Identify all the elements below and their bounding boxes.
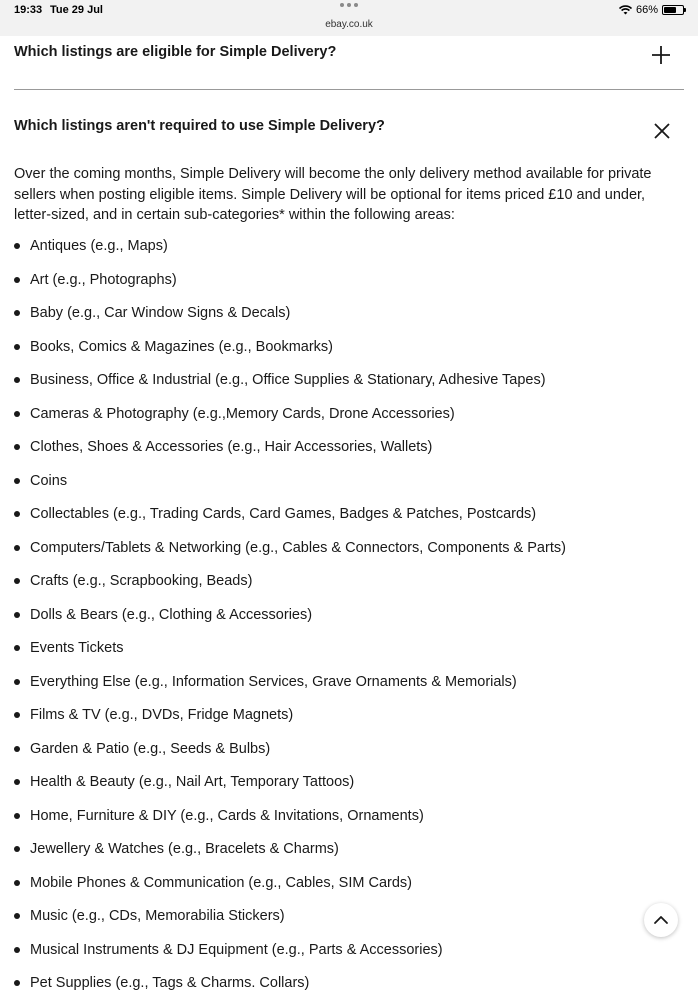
list-item: Art (e.g., Photographs) — [14, 270, 684, 304]
battery-icon — [662, 5, 684, 15]
status-bar — [0, 0, 698, 36]
list-item: Health & Beauty (e.g., Nail Art, Temporary Tattoos) — [14, 772, 684, 806]
list-item: Jewellery & Watches (e.g., Bracelets & Charms) — [14, 839, 684, 873]
close-icon[interactable] — [652, 121, 672, 141]
accordion-eligible-listings[interactable] — [14, 44, 684, 74]
chevron-up-icon — [653, 912, 669, 928]
scroll-to-top-button[interactable] — [644, 903, 678, 937]
accordion-question[interactable]: Which listings aren't required to use Simple Delivery? — [14, 118, 385, 134]
status-indicators — [619, 4, 684, 16]
list-item: Crafts (e.g., Scrapbooking, Beads) — [14, 571, 684, 605]
list-item: Dolls & Bears (e.g., Clothing & Accessories) — [14, 605, 684, 639]
list-item: Collectables (e.g., Trading Cards, Card Games, Badges & Patches, Postcards) — [14, 504, 684, 538]
multitasking-dots-icon[interactable] — [340, 3, 358, 9]
category-list — [14, 236, 684, 999]
list-item: Clothes, Shoes & Accessories (e.g., Hair Accessories, Wallets) — [14, 437, 684, 471]
list-item: Music (e.g., CDs, Memorabilia Stickers) — [14, 906, 684, 940]
list-item: Garden & Patio (e.g., Seeds & Bulbs) — [14, 739, 684, 773]
list-item: Pet Supplies (e.g., Tags & Charms. Collars) — [14, 973, 684, 999]
accordion-not-required-listings[interactable] — [14, 118, 684, 148]
list-item: Business, Office & Industrial (e.g., Office Supplies & Stationary, Adhesive Tapes) — [14, 370, 684, 404]
list-item: Events Tickets — [14, 638, 684, 672]
intro-paragraph: Over the coming months, Simple Delivery will become the only delivery method available for private sellers when posting eligible items. Simple Delivery will be optional for items priced £10 and under, letter-sized, and in certain sub-categories* within the following areas: — [14, 166, 652, 223]
list-item: Baby (e.g., Car Window Signs & Decals) — [14, 303, 684, 337]
list-item: Antiques (e.g., Maps) — [14, 236, 684, 270]
list-item: Home, Furniture & DIY (e.g., Cards & Invitations, Ornaments) — [14, 806, 684, 840]
list-item: Cameras & Photography (e.g.,Memory Cards, Drone Accessories) — [14, 404, 684, 438]
list-item: Books, Comics & Magazines (e.g., Bookmarks) — [14, 337, 684, 371]
list-item: Mobile Phones & Communication (e.g., Cables, SIM Cards) — [14, 873, 684, 907]
plus-icon[interactable] — [651, 45, 671, 65]
list-item: Coins — [14, 471, 684, 505]
status-date: Tue 29 Jul — [50, 4, 103, 16]
accordion-question[interactable]: Which listings are eligible for Simple Delivery? — [14, 44, 337, 60]
accordion-divider — [14, 89, 684, 90]
list-item: Musical Instruments & DJ Equipment (e.g., Parts & Accessories) — [14, 940, 684, 974]
status-time: 19:33 — [14, 4, 43, 16]
battery-percent: 66% — [635, 4, 658, 16]
wifi-icon — [619, 5, 632, 15]
list-item: Computers/Tablets & Networking (e.g., Cables & Connectors, Components & Parts) — [14, 538, 684, 572]
list-item: Everything Else (e.g., Information Services, Grave Ornaments & Memorials) — [14, 672, 684, 706]
list-item: Films & TV (e.g., DVDs, Fridge Magnets) — [14, 705, 684, 739]
address-url[interactable]: ebay.co.uk — [325, 19, 373, 30]
